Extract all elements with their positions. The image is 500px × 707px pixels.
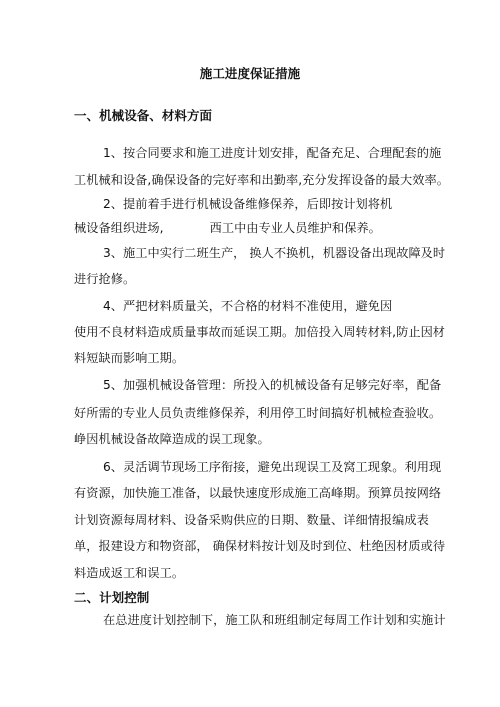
paragraph-2-line-2-part-1: 械设备组织进场, [74, 221, 164, 235]
paragraph-3-line-1 [103, 245, 445, 261]
paragraph-6-line-4-part-2: 确保材料按计划及时到位、杜绝因材质或待 [212, 539, 446, 553]
paragraph-1-line-1: 1、按合同要求和施工进度计划安排，配备充足、合理配套的施 [103, 146, 442, 160]
paragraph-4-line-2: 使用不良材料造成质量事故而延误工期。加倍投入周转材料,防止因材 [74, 325, 446, 339]
paragraph-1-line-2: 工机械和设备,确保设备的完好率和出勤率,充分发挥设备的最大效率。 [74, 173, 449, 187]
paragraph-2-line-2-part-2: 西工中由专业人员维护和保养。 [209, 221, 381, 235]
paragraph-6-line-4 [74, 538, 445, 554]
paragraph-5-line-3: 峥因机械设备故障造成的误工现象。 [74, 432, 270, 446]
paragraph-6-line-4-part-1: 单，报建设方和物资部， [74, 539, 209, 553]
paragraph-4-line-1: 4、严把材料质量关，不合格的材料不准使用，避免因 [103, 299, 393, 313]
section-heading-2: 二、计划控制 [74, 590, 150, 605]
paragraph-3-line-1-part-2: 换人不换机，机器设备出现故障及时 [249, 246, 446, 260]
paragraph-6-line-1: 6、灵活调节现场工序衔接，避免出现误工及窝工现象。利用现 [103, 460, 442, 474]
paragraph-6-line-3: 计划资源每周材料、设备采购供应的日期、数量、详细情报编成表 [74, 513, 429, 527]
paragraph-5-line-1: 5、加强机械设备管理：所投入的机械设备有足够完好率，配备 [103, 378, 442, 392]
paragraph-5-line-2: 好所需的专业人员负责维修保养，利用停工时间搞好机械检查验收。 [74, 406, 442, 420]
paragraph-2-line-1: 2、提前着手进行机械设备维修保养，后即按计划将机 [103, 197, 393, 211]
paragraph-4-line-3: 料短缺而影响工期。 [74, 351, 185, 365]
paragraph-6-line-5: 料造成返工和误工。 [74, 566, 185, 580]
paragraph-3-line-1-part-1: 3、施工中实行二班生产， [103, 246, 246, 260]
paragraph-6-line-2: 有资源，加快施工准备，以最快速度形成施工高峰期。预算员按网络 [74, 486, 442, 500]
paragraph-2-line-2 [74, 220, 381, 236]
section-heading-1: 一、机械设备、材料方面 [74, 108, 213, 123]
document-title: 施工进度保证措施 [199, 66, 301, 81]
section-2-paragraph-1-line-1: 在总进度计划控制下，施工队和班组制定每周工作计划和实施计 [103, 613, 446, 627]
paragraph-3-line-2: 进行抢修。 [74, 272, 136, 286]
